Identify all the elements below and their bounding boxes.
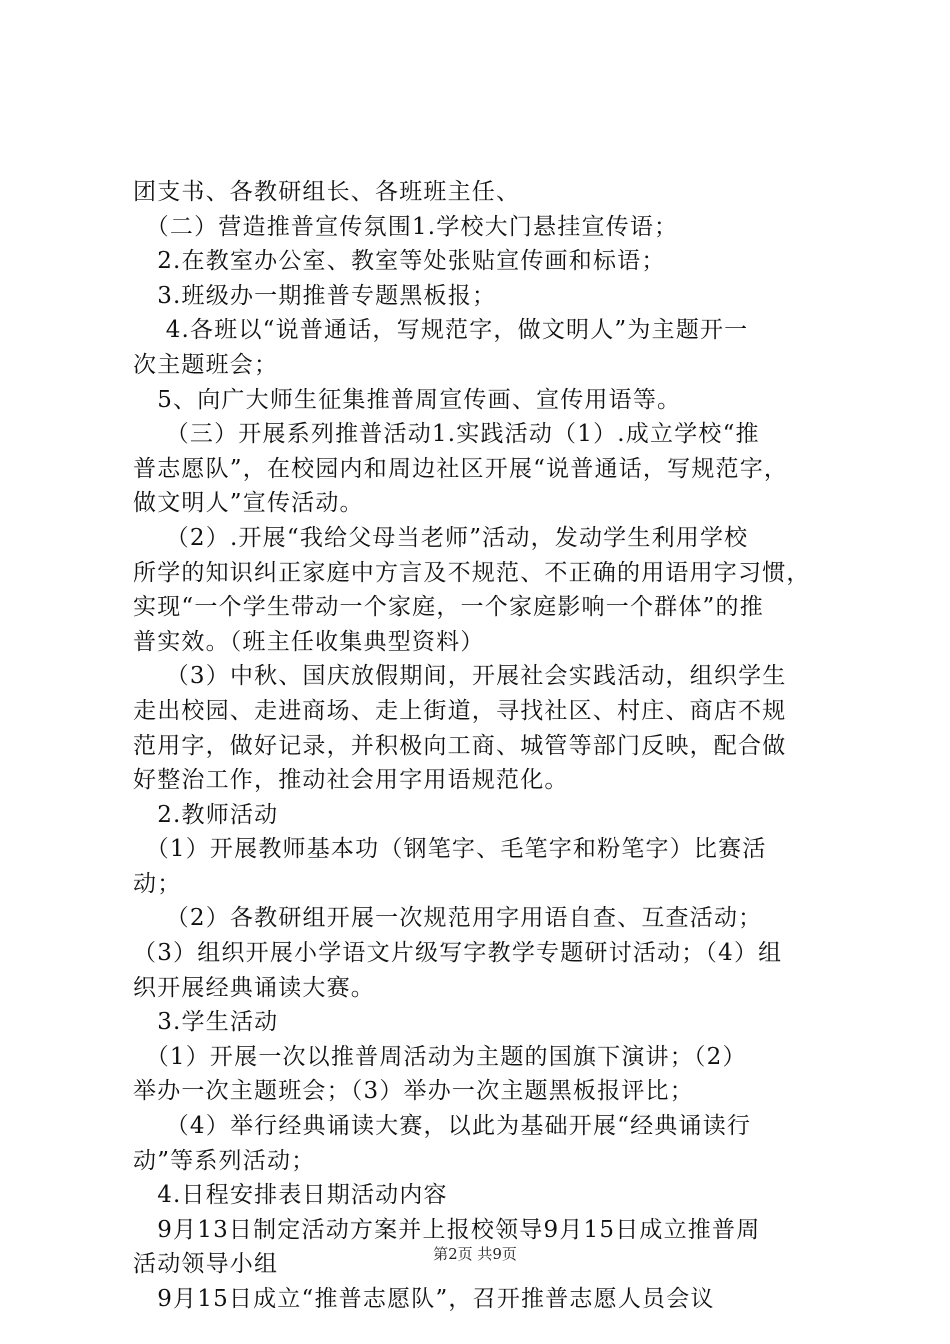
text-line: （2）各教研组开展一次规范用字用语自查、互查活动； <box>133 905 763 932</box>
text-line: 普实效。（班主任收集典型资料） <box>133 628 485 655</box>
text-line: 举办一次主题班会；（3）举办一次主题黑板报评比； <box>133 1078 694 1105</box>
text-line: 团支书、各教研组长、各班班主任、 <box>133 179 521 205</box>
text-line: （3）中秋、国庆放假期间，开展社会实践活动，组织学生 <box>133 663 787 690</box>
text-line: 活动领导小组 <box>133 1251 279 1278</box>
text-line: （三）开展系列推普活动1.实践活动（1）.成立学校“推 <box>133 421 760 448</box>
text-line: （4）举行经典诵读大赛，以此为基础开展“经典诵读行 <box>133 1113 752 1140</box>
text-line: 织开展经典诵读大赛。 <box>133 974 375 1001</box>
text-line: 动； <box>133 870 182 897</box>
text-line: （1）开展一次以推普周活动为主题的国旗下演讲；（2） <box>133 1043 747 1070</box>
text-line: （2）.开展“我给父母当老师”活动，发动学生利用学校 <box>133 524 749 551</box>
text-line: 走出校园、走进商场、走上街道，寻找社区、村庄、商店不规 <box>133 697 787 724</box>
text-line: 范用字，做好记录，并积极向工商、城管等部门反映，配合做 <box>133 732 787 759</box>
text-line: 好整治工作，推动社会用字用语规范化。 <box>133 767 569 794</box>
text-line: 动”等系列活动； <box>133 1147 316 1174</box>
page-number-label: 第2页 共9页 <box>433 1245 517 1263</box>
text-line: 5、向广大师生征集推普周宣传画、宣传用语等。 <box>133 386 682 413</box>
text-line: 3.班级办一期推普专题黑板报； <box>133 282 497 309</box>
text-line: 所学的知识纠正家庭中方言及不规范、不正确的用语用字习惯， <box>133 559 811 586</box>
text-line: 次主题班会； <box>133 351 279 378</box>
text-line: 9月15日成立“推普志愿队”，召开推普志愿人员会议 <box>133 1286 715 1312</box>
text-line: 2.在教室办公室、教室等处张贴宣传画和标语； <box>133 248 666 275</box>
document-body <box>133 175 833 1317</box>
text-line: （二）营造推普宣传氛围1.学校大门悬挂宣传语； <box>133 213 679 240</box>
text-line: 4.日程安排表日期活动内容 <box>133 1182 448 1209</box>
text-line: 3.学生活动 <box>133 1009 279 1036</box>
text-line: （1）开展教师基本功（钢笔字、毛笔字和粉笔字）比赛活 <box>133 836 767 863</box>
page-footer <box>0 1243 950 1264</box>
text-line: 2.教师活动 <box>133 801 279 828</box>
text-line: 做文明人”宣传活动。 <box>133 490 364 517</box>
text-line: 普志愿队”，在校园内和周边社区开展“说普通话，写规范字， <box>133 455 789 482</box>
text-line: 4.各班以“说普通话，写规范字，做文明人”为主题开一 <box>133 317 749 344</box>
text-line: （3）组织开展小学语文片级写字教学专题研讨活动；（4）组 <box>133 940 783 967</box>
text-line: 9月13日制定活动方案并上报校领导9月15日成立推普周 <box>133 1216 761 1243</box>
text-line: 实现“一个学生带动一个家庭，一个家庭影响一个群体”的推 <box>133 594 764 621</box>
